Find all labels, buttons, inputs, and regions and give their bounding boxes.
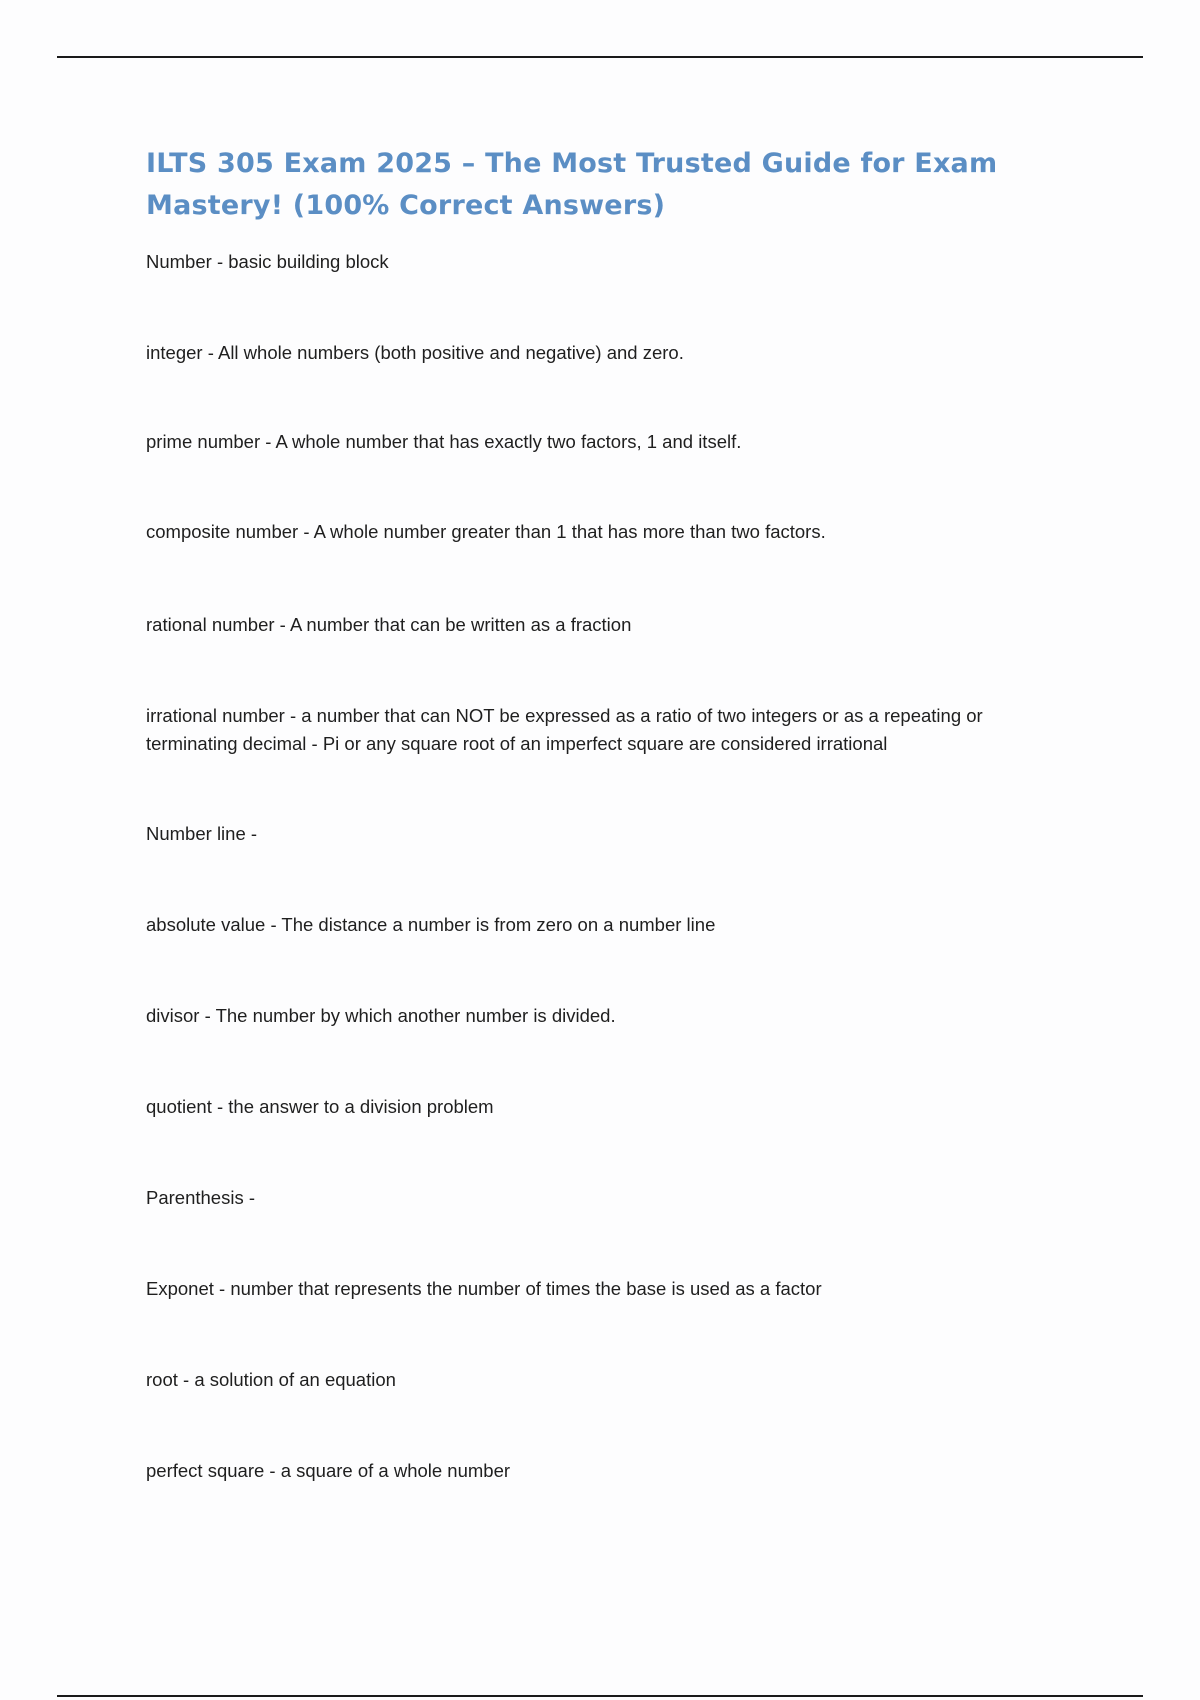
- glossary-entry-number-line: Number line -: [146, 823, 258, 844]
- glossary-entry-perfect-square: perfect square - a square of a whole number: [146, 1460, 511, 1481]
- glossary-entry-root: root - a solution of an equation: [146, 1369, 396, 1390]
- glossary-entry-divisor: divisor - The number by which another number is divided.: [146, 1005, 616, 1026]
- glossary-entry-integer: integer - All whole numbers (both positive and negative) and zero.: [146, 342, 684, 363]
- top-rule: [57, 56, 1143, 58]
- glossary-entry-number: Number - basic building block: [146, 251, 389, 272]
- glossary-entry-absolute-value: absolute value - The distance a number is from zero on a number line: [146, 914, 716, 935]
- glossary-entry-irrational-number: irrational number - a number that can NOT be expressed as a ratio of two integers or as a repeating or terminating decimal - Pi or any square root of an imperfect square are considered irrational: [146, 705, 983, 754]
- glossary-entry-rational-number: rational number - A number that can be written as a fraction: [146, 614, 632, 635]
- glossary-entry-prime-number: prime number - A whole number that has exactly two factors, 1 and itself.: [146, 431, 742, 452]
- glossary-entry-composite-number: composite number - A whole number greater than 1 that has more than two factors.: [146, 521, 826, 542]
- document-title: ILTS 305 Exam 2025 – The Most Trusted Guide for Exam Mastery! (100% Correct Answers): [146, 148, 998, 221]
- bottom-rule: [57, 1695, 1143, 1697]
- glossary-entry-exponet: Exponet - number that represents the number of times the base is used as a factor: [146, 1278, 822, 1299]
- glossary-entry-quotient: quotient - the answer to a division problem: [146, 1096, 494, 1117]
- glossary-entry-parenthesis: Parenthesis -: [146, 1187, 255, 1208]
